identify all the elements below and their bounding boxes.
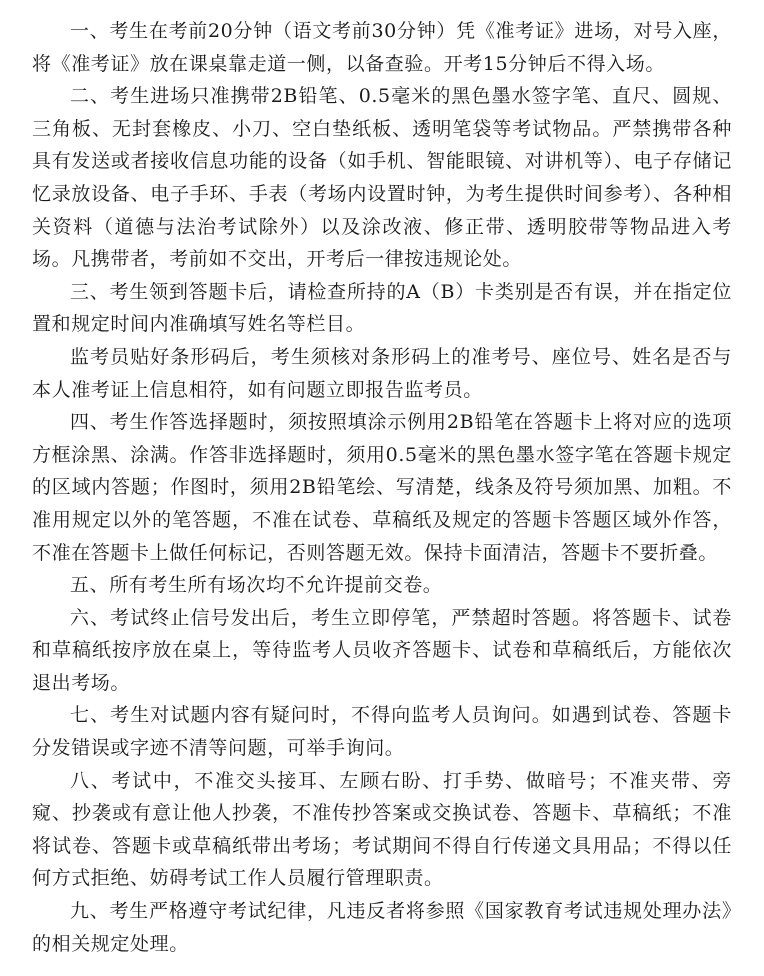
rule-paragraph-5: 五、所有考生所有场次均不允许提前交卷。	[70, 574, 443, 597]
rule-paragraph-3: 三、考生领到答题卡后，请检查所持的A（B）卡类别是否有误，并在指定位置和规定时间内准确填写姓名等栏目。	[32, 280, 732, 336]
rule-paragraph-9: 九、考生严格遵守考试纪律，凡违反者将参照《国家教育考试违规处理办法》的相关规定处理。	[32, 900, 732, 955]
rule-paragraph-7: 七、考生对试题内容有疑问时，不得向监考人员询问。如遇到试卷、答题卡分发错误或字迹不清等问题，可举手询问。	[32, 704, 732, 760]
rule-paragraph-2: 二、考生进场只准携带2B铅笔、0.5毫米的黑色墨水签字笔、直尺、圆规、三角板、无封套橡皮、小刀、空白垫纸板、透明笔袋等考试物品。严禁携带各种具有发送或者接收信息功能的设备（如手机、智能眼镜、对讲机等）、电子存储记忆录放设备、电子手环、手表（考场内设置时钟，为考生提供时间参考）、各种相关资料（道德与法治考试除外）以及涂改液、修正带、透明胶带等物品进入考场。凡携带者，考前如不交出，开考后一律按违规论处。	[32, 85, 732, 271]
rule-paragraph-8: 八、考试中，不准交头接耳、左顾右盼、打手势、做暗号；不准夹带、旁窥、抄袭或有意让他人抄袭，不准传抄答案或交换试卷、答题卡、草稿纸；不准将试卷、答题卡或草稿纸带出考场；考试期间不得自行传递文具用品；不得以任何方式拒绝、妨碍考试工作人员履行管理职责。	[32, 769, 732, 890]
rule-paragraph-4: 四、考生作答选择题时，须按照填涂示例用2B铅笔在答题卡上将对应的选项方框涂黑、涂满。作答非选择题时，须用0.5毫米的黑色墨水签字笔在答题卡规定的区域内答题；作图时，须用2B铅笔绘、写清楚，线条及符号须加黑、加粗。不准用规定以外的笔答题，不准在试卷、草稿纸及规定的答题卡答题区域外作答，不准在答题卡上做任何标记，否则答题无效。保持卡面清洁，答题卡不要折叠。	[32, 411, 732, 564]
rule-paragraph-1: 一、考生在考前20分钟（语文考前30分钟）凭《准考证》进场，对号入座，将《准考证》放在课桌靠走道一侧，以备查验。开考15分钟后不得入场。	[32, 20, 732, 75]
rule-paragraph-3-note: 监考员贴好条形码后，考生须核对条形码上的准考号、座位号、姓名是否与本人准考证上信息相符，如有问题立即报告监考员。	[32, 345, 732, 401]
rule-paragraph-6: 六、考试终止信号发出后，考生立即停笔，严禁超时答题。将答题卡、试卷和草稿纸按序放在桌上，等待监考人员收齐答题卡、试卷和草稿纸后，方能依次退出考场。	[32, 606, 732, 694]
